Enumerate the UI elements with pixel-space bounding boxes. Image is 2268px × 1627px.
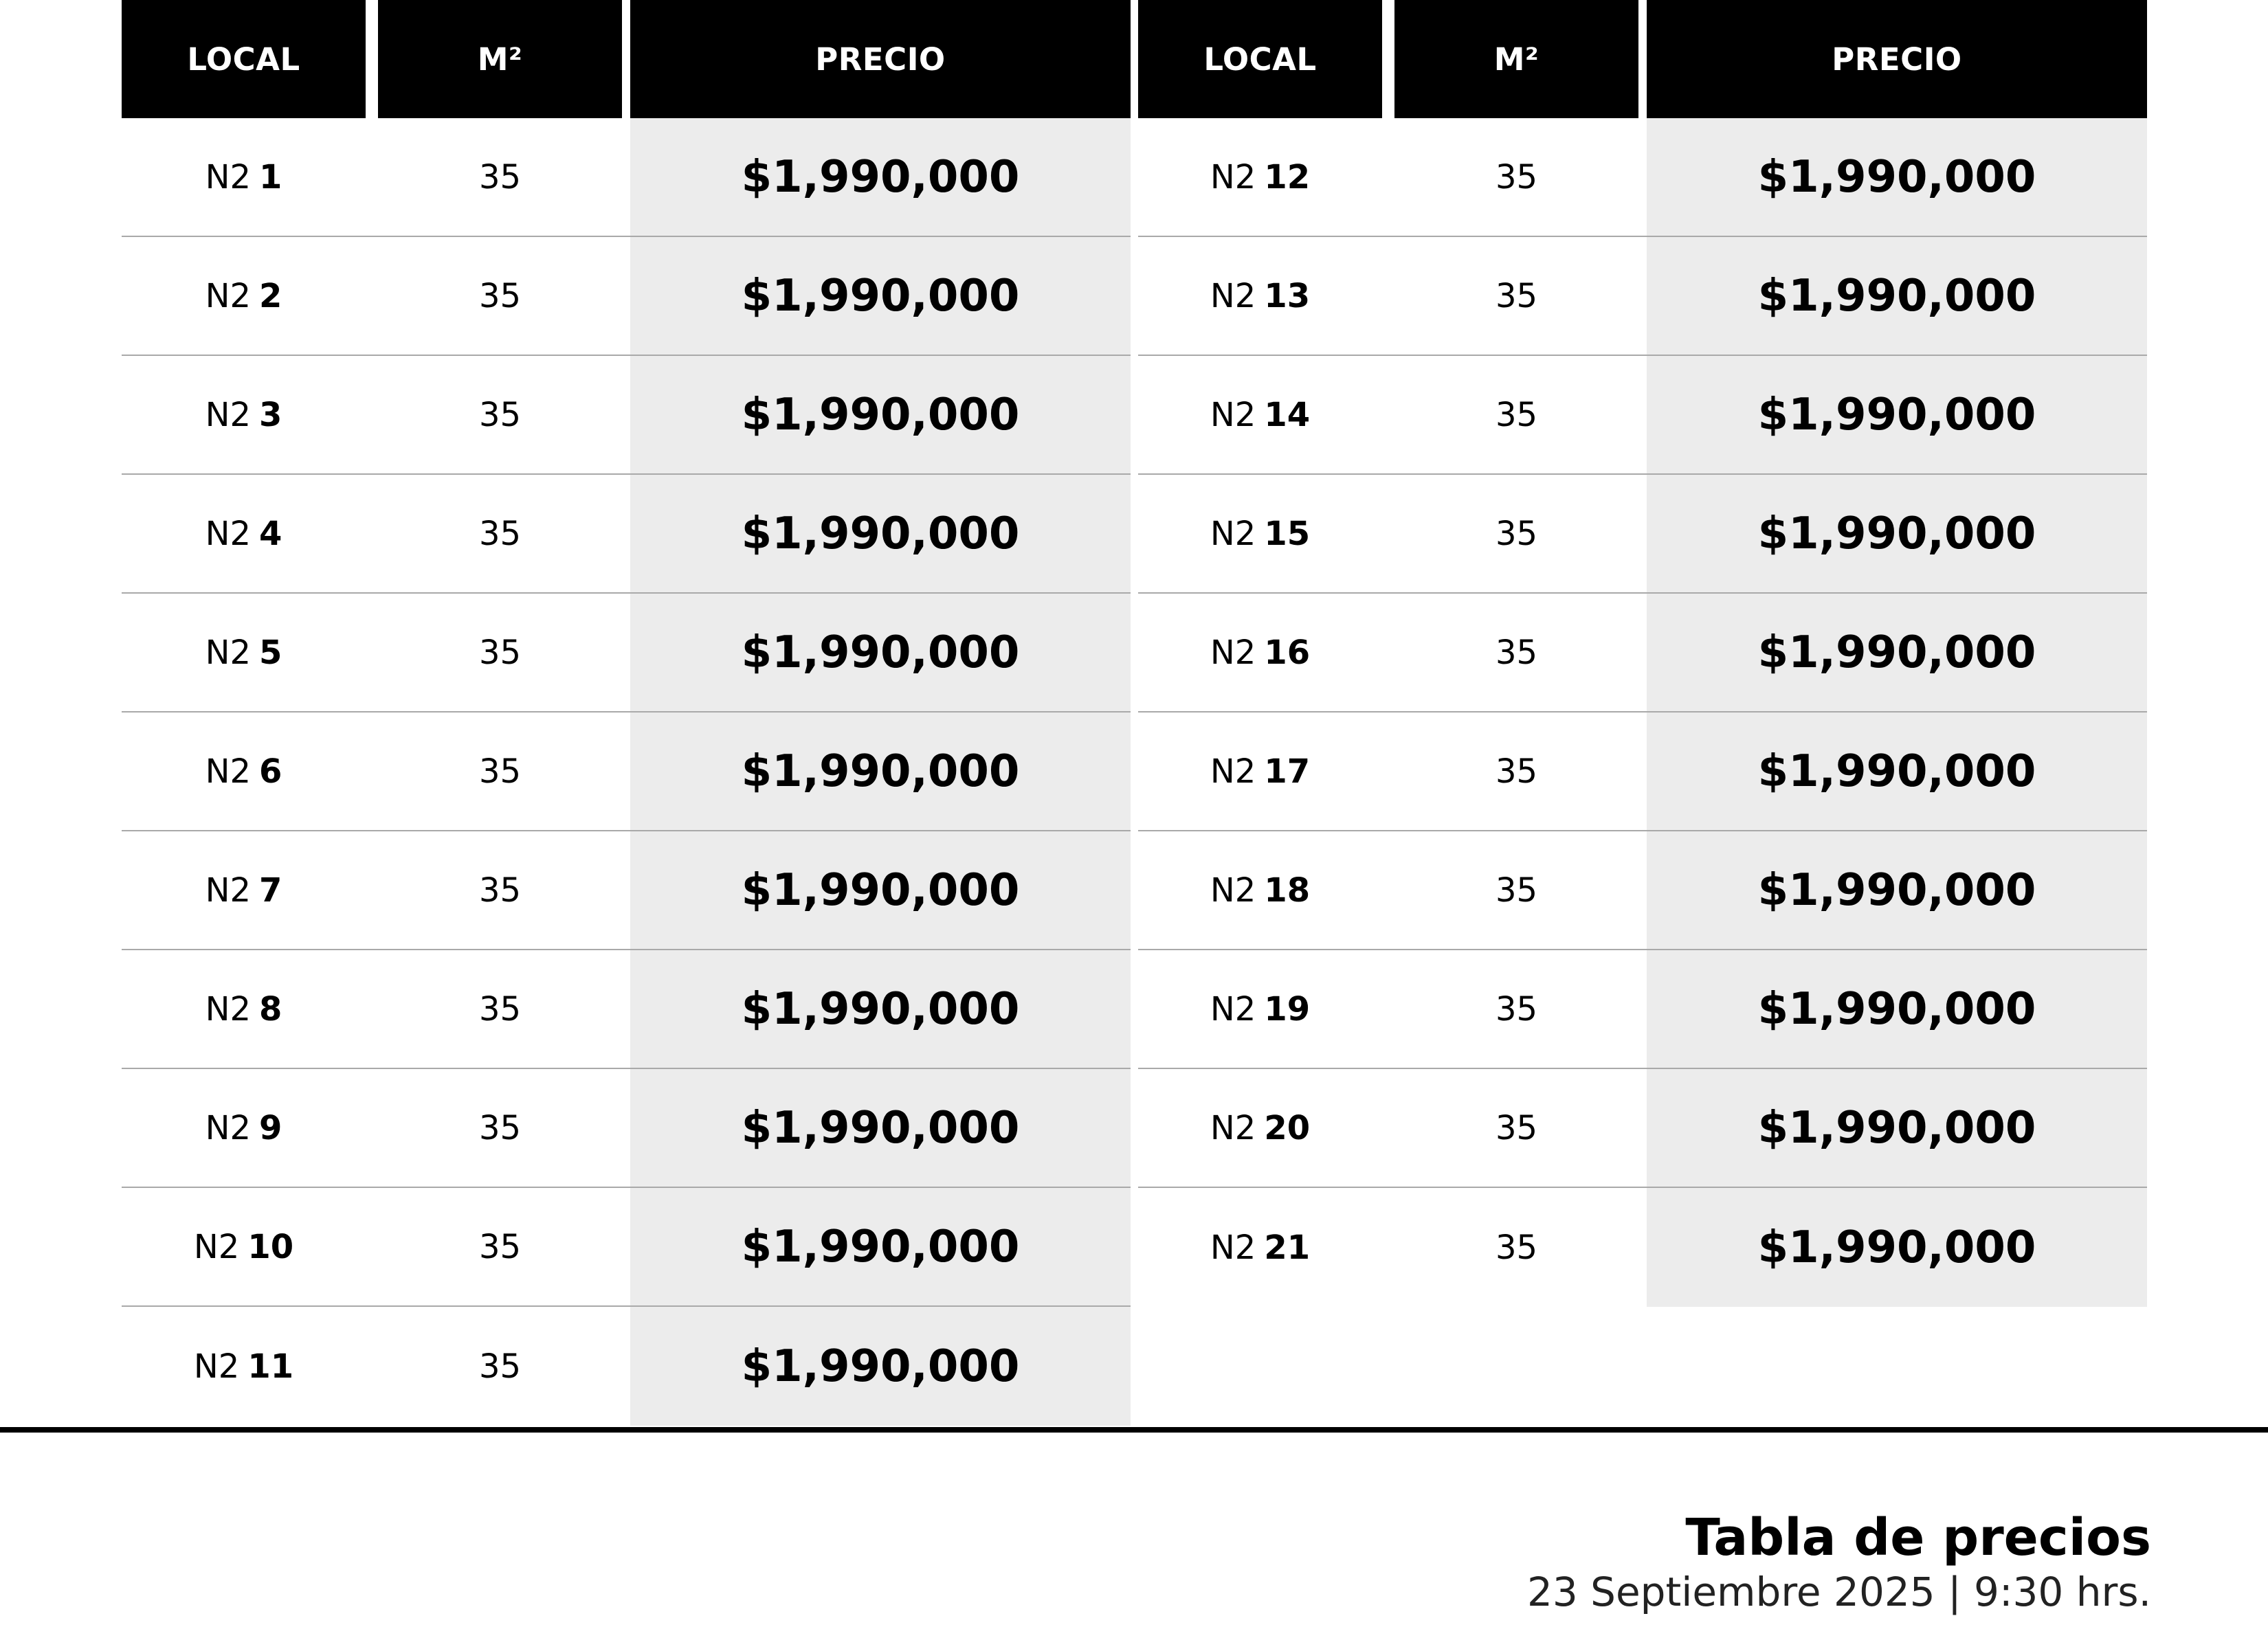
local-cell — [122, 356, 366, 473]
m2-cell: 35 — [478, 1227, 522, 1266]
m2-cell: 35 — [478, 395, 522, 434]
table-row — [1138, 594, 2147, 712]
price-cell: $1,990,000 — [1647, 594, 2147, 711]
local-number: 12 — [1264, 157, 1311, 197]
local-cell — [1138, 1188, 1382, 1307]
local-cell — [1138, 475, 1382, 592]
local-prefix: N2 — [205, 276, 252, 315]
local-cell — [1138, 356, 1382, 473]
table-row — [1138, 118, 2147, 237]
local-cell — [122, 237, 366, 355]
price-cell: $1,990,000 — [1647, 356, 2147, 473]
price-cell: $1,990,000 — [630, 950, 1131, 1068]
price-cell: $1,990,000 — [630, 1069, 1131, 1187]
table-row — [122, 237, 1131, 356]
local-prefix: N2 — [205, 871, 252, 910]
local-prefix: N2 — [205, 1108, 252, 1147]
header-local: LOCAL — [1138, 0, 1382, 118]
local-prefix: N2 — [1210, 276, 1256, 315]
price-cell: $1,990,000 — [630, 118, 1131, 236]
local-prefix: N2 — [205, 989, 252, 1029]
local-prefix: N2 — [1210, 752, 1256, 791]
local-number: 8 — [259, 989, 282, 1029]
footer-divider — [0, 1427, 2268, 1433]
price-cell: $1,990,000 — [1647, 1069, 2147, 1187]
price-cell: $1,990,000 — [630, 831, 1131, 949]
local-number: 13 — [1264, 276, 1311, 315]
m2-cell: 35 — [1495, 514, 1538, 553]
m2-cell: 35 — [478, 752, 522, 791]
local-number: 20 — [1264, 1108, 1311, 1147]
m2-cell: 35 — [478, 157, 522, 197]
table-row — [122, 950, 1131, 1069]
local-prefix: N2 — [205, 752, 252, 791]
table-row — [122, 118, 1131, 237]
local-prefix: N2 — [1210, 633, 1256, 672]
local-number: 15 — [1264, 514, 1311, 553]
price-cell: $1,990,000 — [1647, 1188, 2147, 1307]
price-cell: $1,990,000 — [1647, 712, 2147, 830]
m2-cell: 35 — [1495, 752, 1538, 791]
price-cell: $1,990,000 — [630, 237, 1131, 355]
local-cell — [1138, 950, 1382, 1068]
local-prefix: N2 — [1210, 514, 1256, 553]
m2-cell: 35 — [1495, 1108, 1538, 1147]
table-row — [1138, 475, 2147, 594]
price-cell: $1,990,000 — [630, 594, 1131, 711]
table-row — [122, 1188, 1131, 1307]
price-cell: $1,990,000 — [1647, 950, 2147, 1068]
table-row — [1138, 712, 2147, 831]
table-row — [122, 1307, 1131, 1426]
table-row — [122, 712, 1131, 831]
m2-cell: 35 — [1495, 633, 1538, 672]
table-row — [1138, 950, 2147, 1069]
header-m2: M² — [378, 0, 622, 118]
local-cell — [1138, 1069, 1382, 1187]
m2-cell: 35 — [1495, 395, 1538, 434]
local-cell — [122, 118, 366, 236]
local-prefix: N2 — [205, 514, 252, 553]
table-rows — [1138, 118, 2147, 1307]
table-row — [1138, 1188, 2147, 1307]
table-row — [1138, 356, 2147, 475]
local-number: 7 — [259, 871, 282, 910]
local-prefix: N2 — [193, 1227, 240, 1266]
local-cell — [122, 1069, 366, 1187]
local-number: 6 — [259, 752, 282, 791]
m2-cell: 35 — [478, 871, 522, 910]
table-rows — [122, 118, 1131, 1426]
table-row — [122, 356, 1131, 475]
local-number: 14 — [1264, 395, 1311, 434]
table-row — [1138, 237, 2147, 356]
local-prefix: N2 — [205, 157, 252, 197]
local-prefix: N2 — [1210, 1228, 1256, 1267]
m2-cell: 35 — [1495, 276, 1538, 315]
local-prefix: N2 — [1210, 1108, 1256, 1147]
m2-cell: 35 — [478, 633, 522, 672]
price-cell: $1,990,000 — [630, 475, 1131, 592]
local-number: 19 — [1264, 989, 1311, 1029]
footer-title: Tabla de precios — [1685, 1508, 2151, 1567]
local-number: 11 — [247, 1347, 294, 1386]
table-row — [122, 1069, 1131, 1188]
local-prefix: N2 — [205, 395, 252, 434]
price-cell: $1,990,000 — [1647, 831, 2147, 949]
local-prefix: N2 — [1210, 395, 1256, 434]
m2-cell: 35 — [1495, 871, 1538, 910]
local-cell — [1138, 594, 1382, 711]
price-cell: $1,990,000 — [1647, 475, 2147, 592]
m2-cell: 35 — [478, 514, 522, 553]
local-cell — [122, 831, 366, 949]
local-cell — [122, 1307, 366, 1426]
local-cell — [1138, 831, 1382, 949]
local-cell — [1138, 237, 1382, 355]
m2-cell: 35 — [1495, 157, 1538, 197]
price-cell: $1,990,000 — [1647, 118, 2147, 236]
local-number: 18 — [1264, 871, 1311, 910]
local-prefix: N2 — [1210, 871, 1256, 910]
local-number: 16 — [1264, 633, 1311, 672]
header-m2: M² — [1394, 0, 1638, 118]
local-number: 4 — [259, 514, 282, 553]
local-prefix: N2 — [1210, 989, 1256, 1029]
footer-date: 23 Septiembre 2025 | 9:30 hrs. — [1526, 1569, 2151, 1615]
price-cell: $1,990,000 — [630, 356, 1131, 473]
m2-cell: 35 — [478, 1347, 522, 1386]
header-precio: PRECIO — [630, 0, 1131, 118]
header-precio: PRECIO — [1647, 0, 2147, 118]
local-cell — [122, 1188, 366, 1305]
header-local: LOCAL — [122, 0, 366, 118]
price-cell: $1,990,000 — [630, 712, 1131, 830]
m2-cell: 35 — [478, 989, 522, 1029]
local-prefix: N2 — [1210, 157, 1256, 197]
table-row — [122, 831, 1131, 950]
local-cell — [122, 594, 366, 711]
m2-cell: 35 — [478, 276, 522, 315]
local-number: 2 — [259, 276, 282, 315]
local-prefix: N2 — [193, 1347, 240, 1386]
local-number: 1 — [259, 157, 282, 197]
local-number: 9 — [259, 1108, 282, 1147]
local-number: 5 — [259, 633, 282, 672]
footer — [1527, 1508, 2151, 1617]
table-row — [1138, 831, 2147, 950]
m2-cell: 35 — [478, 1108, 522, 1147]
price-cell: $1,990,000 — [630, 1307, 1131, 1426]
local-cell — [122, 950, 366, 1068]
table-row — [122, 594, 1131, 712]
table-row — [1138, 1069, 2147, 1188]
local-number: 3 — [259, 395, 282, 434]
local-cell — [122, 712, 366, 830]
local-number: 17 — [1264, 752, 1311, 791]
local-cell — [122, 475, 366, 592]
local-prefix: N2 — [205, 633, 252, 672]
price-cell: $1,990,000 — [630, 1188, 1131, 1305]
price-cell: $1,990,000 — [1647, 237, 2147, 355]
table-row — [122, 475, 1131, 594]
local-number: 21 — [1264, 1228, 1311, 1267]
m2-cell: 35 — [1495, 989, 1538, 1029]
m2-cell: 35 — [1495, 1228, 1538, 1267]
local-cell — [1138, 118, 1382, 236]
local-number: 10 — [247, 1227, 294, 1266]
local-cell — [1138, 712, 1382, 830]
